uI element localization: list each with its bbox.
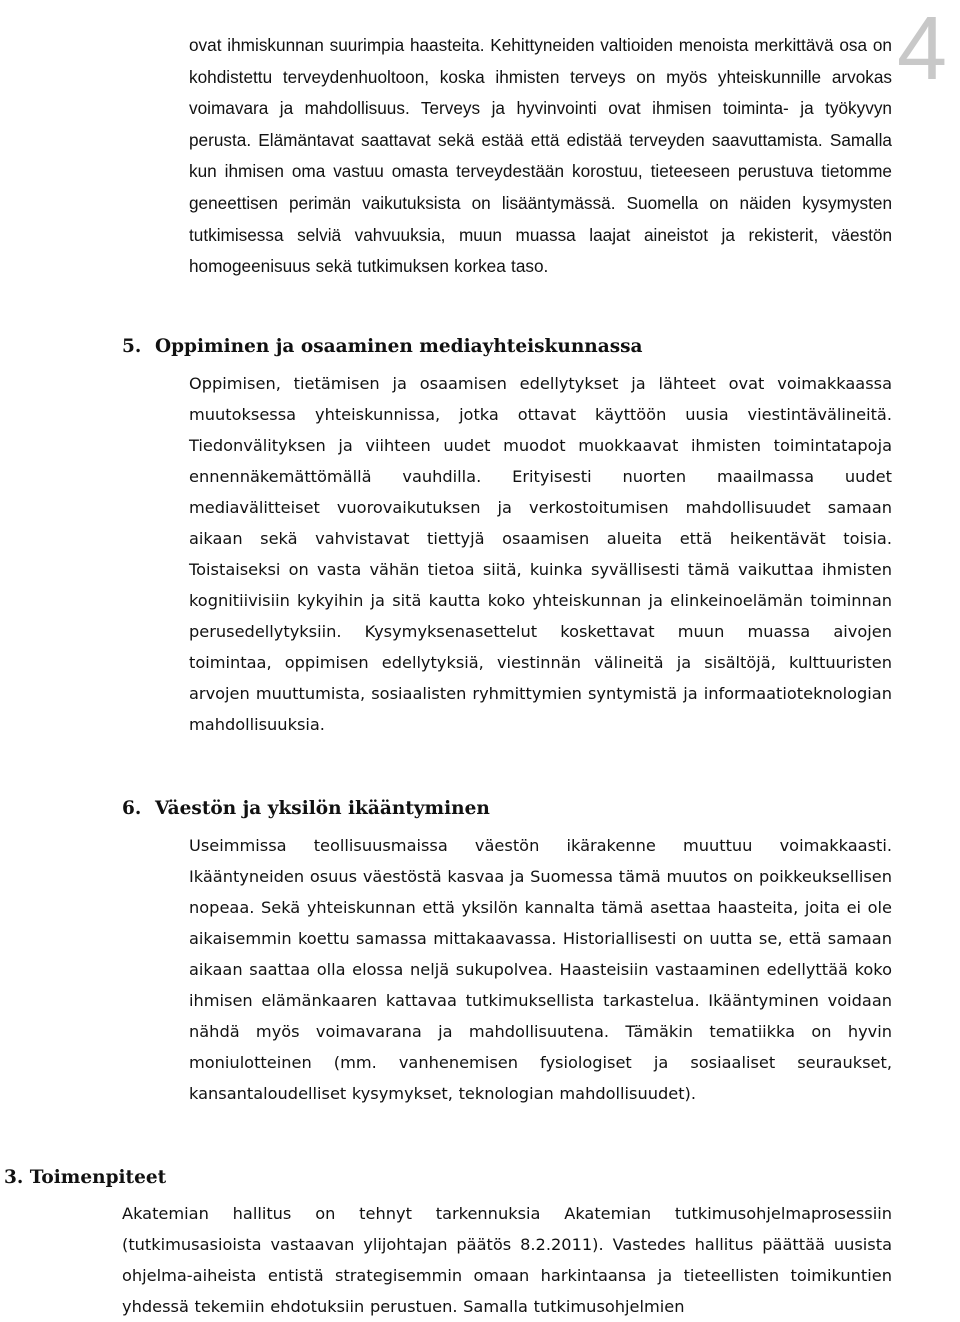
- section-5-title: Oppiminen ja osaaminen mediayhteiskunnassa: [155, 336, 643, 357]
- section-3-heading: [4, 1166, 166, 1190]
- section-5-paragraph: Oppimisen, tietämisen ja osaamisen edellytykset ja lähteet ovat voimakkaassa muutoksessa yhteiskunnissa, jotka ottavat käyttöön uusia viestintävälineitä. Tiedonvälityksen ja viihteen uudet muodot muokkaavat ihmisten toimintatapoja ennennäkemättömällä vauhdilla. Erityisesti nuorten maailmassa uudet mediavälitteiset vuorovaikutuksen ja verkostoitumisen mahdollisuudet samaan aikaan sekä vahvistavat tiettyjä osaamisen alueita että heikentävät toisia. Toistaiseksi on vasta vähän tietoa siitä, kuinka syvällisesti tämä vaikuttaa ihmisten kognitiivisiin kykyihin ja sitä kautta koko yhteiskunnan ja elinkeinoelämän toiminnan perusedellytyksiin. Kysymyksenasettelut koskettavat muun muassa aivojen toimintaa, oppimisen edellytyksiä, viestinnän välineitä ja sisältöjä, kulttuuristen arvojen muuttumista, sosiaalisten ryhmittymien syntymistä ja informaatioteknologian mahdollisuuksia.: [189, 374, 892, 734]
- section-3-paragraph: Akatemian hallitus on tehnyt tarkennuksia Akatemian tutkimusohjelmaprosessiin (tutkimusasioista vastaavan ylijohtajan päätös 8.2.2011). Vastedes hallitus päättää uusista ohjelma-aiheista entistä strategisemmin omaan harkintaansa ja tieteellisten toimikuntien yhdessä tekemiin ehdotuksiin perustuen. Samalla tutkimusohjelmien: [122, 1204, 892, 1316]
- section-6-title: Väestön ja yksilön ikääntyminen: [155, 798, 490, 819]
- section-6-heading: [122, 797, 490, 821]
- section-6-number: 6.: [122, 798, 142, 819]
- section-3-title: Toimenpiteet: [29, 1167, 167, 1188]
- intro-paragraph: ovat ihmiskunnan suurimpia haasteita. Kehittyneiden valtioiden menoista merkittävä osa on kohdistettu terveydenhuoltoon, koska ihmisten terveys on myös yhteiskunnille arvokas voimavara ja mahdollisuus. Terveys ja hyvinvointi ovat ihmisen toiminta- ja työkyvyn perusta. Elämäntavat saattavat sekä estää että edistää terveyden saavuttamista. Samalla kun ihmisen oma vastuu omasta terveydestään korostuu, tieteeseen perustuva tietomme geneettisen perimän vaikutuksista on lisääntymässä. Suomella on näiden kysymysten tutkimisessa selviä vahvuuksia, muun muassa laajat aineistot ja rekisterit, väestön homogeenisuus sekä tutkimuksen korkea taso.: [189, 35, 892, 277]
- page-number: 4: [897, 0, 948, 99]
- section-5-number: 5.: [122, 336, 142, 357]
- section-6-paragraph: Useimmissa teollisuusmaissa väestön ikärakenne muuttuu voimakkaasti. Ikääntyneiden osuus väestöstä kasvaa ja Suomessa tämä muutos on poikkeuksellisen nopeaa. Sekä yhteiskunnan että yksilön kannalta tämä asettaa haasteita, joita ei ole aikaisemmin koettu samassa mittakaavassa. Historiallisesti on uutta se, että samaan aikaan saattaa olla elossa neljä sukupolvea. Haasteisiin vastaaminen edellyttää koko ihmisen elämänkaaren kattavaa tutkimuksellista tarkastelua. Ikääntyminen voidaan nähdä myös voimavarana ja mahdollisuutena. Tämäkin tematiikka on hyvin moniulotteinen (mm. vanhenemisen fysiologiset ja sosiaaliset seuraukset, kansantaloudelliset kysymykset, teknologian mahdollisuudet).: [189, 836, 892, 1103]
- section-5-heading: [122, 335, 643, 359]
- section-3-number: 3.: [4, 1167, 24, 1188]
